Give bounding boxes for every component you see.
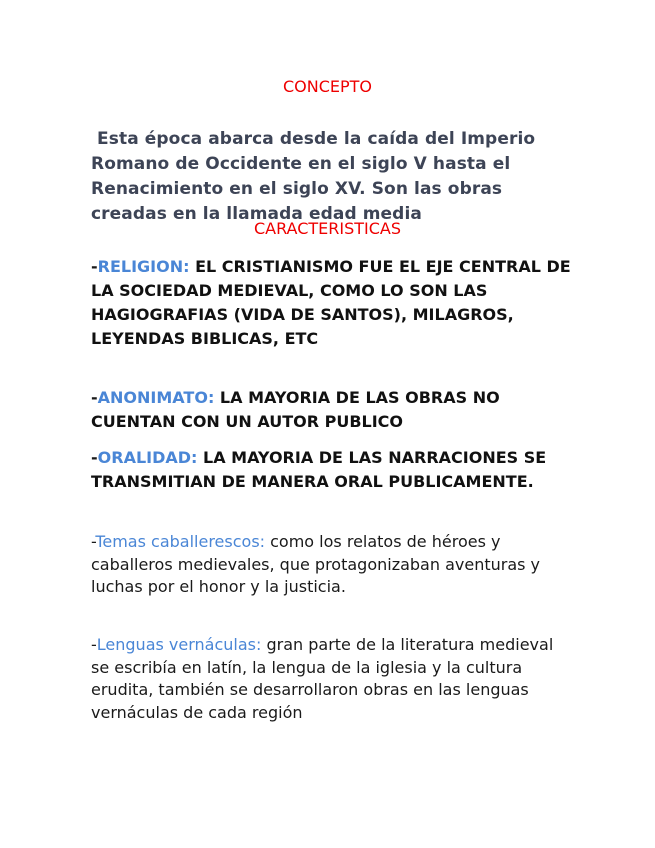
characteristic-key: Temas caballerescos: [95,532,266,551]
characteristic-anonimato [91,386,571,434]
characteristic-religion [91,255,571,351]
characteristic-key: RELIGION: [97,257,190,276]
characteristic-key: Lenguas vernáculas: [96,635,262,654]
concepto-heading: CONCEPTO [282,77,373,96]
item-dash: - [91,388,98,407]
characteristic-text: EL CRISTIANISMO FUE EL EJE CENTRAL DE LA SOCIEDAD MEDIEVAL, COMO LO SON LAS HAGIOGRAFIAS (VIDA DE SANTOS), MILAGROS, LEYENDAS BIBLICAS, ETC [91,257,571,348]
item-dash: - [91,532,96,551]
characteristic-key: ANONIMATO: [97,388,215,407]
characteristic-key: ORALIDAD: [97,448,198,467]
characteristic-oralidad [91,446,571,494]
caracteristicas-heading: CARACTERISTICAS [253,219,402,238]
item-dash: - [91,257,98,276]
item-dash: - [91,448,98,467]
concepto-paragraph: Esta época abarca desde la caída del Imperio Romano de Occidente en el siglo V hasta el Renacimiento en el siglo XV. Son las obras creadas en la llamada edad media [91,129,542,224]
characteristic-text: LA MAYORIA DE LAS NARRACIONES SE TRANSMITIAN DE MANERA ORAL PUBLICAMENTE. [91,448,547,491]
characteristic-temas-caballerescos [91,531,571,599]
item-dash: - [91,635,97,654]
characteristic-text: gran parte de la literatura medieval se escribía en latín, la lengua de la iglesia y la cultura erudita, también se desarrollaron obras en las lenguas vernáculas de cada región [91,635,554,722]
characteristic-lenguas-vernaculas [91,634,571,724]
characteristic-text: LA MAYORIA DE LAS OBRAS NO CUENTAN CON UN AUTOR PUBLICO [91,388,500,431]
characteristic-text: como los relatos de héroes y caballeros medievales, que protagonizaban aventuras y luchas por el honor y la justicia. [91,532,541,596]
